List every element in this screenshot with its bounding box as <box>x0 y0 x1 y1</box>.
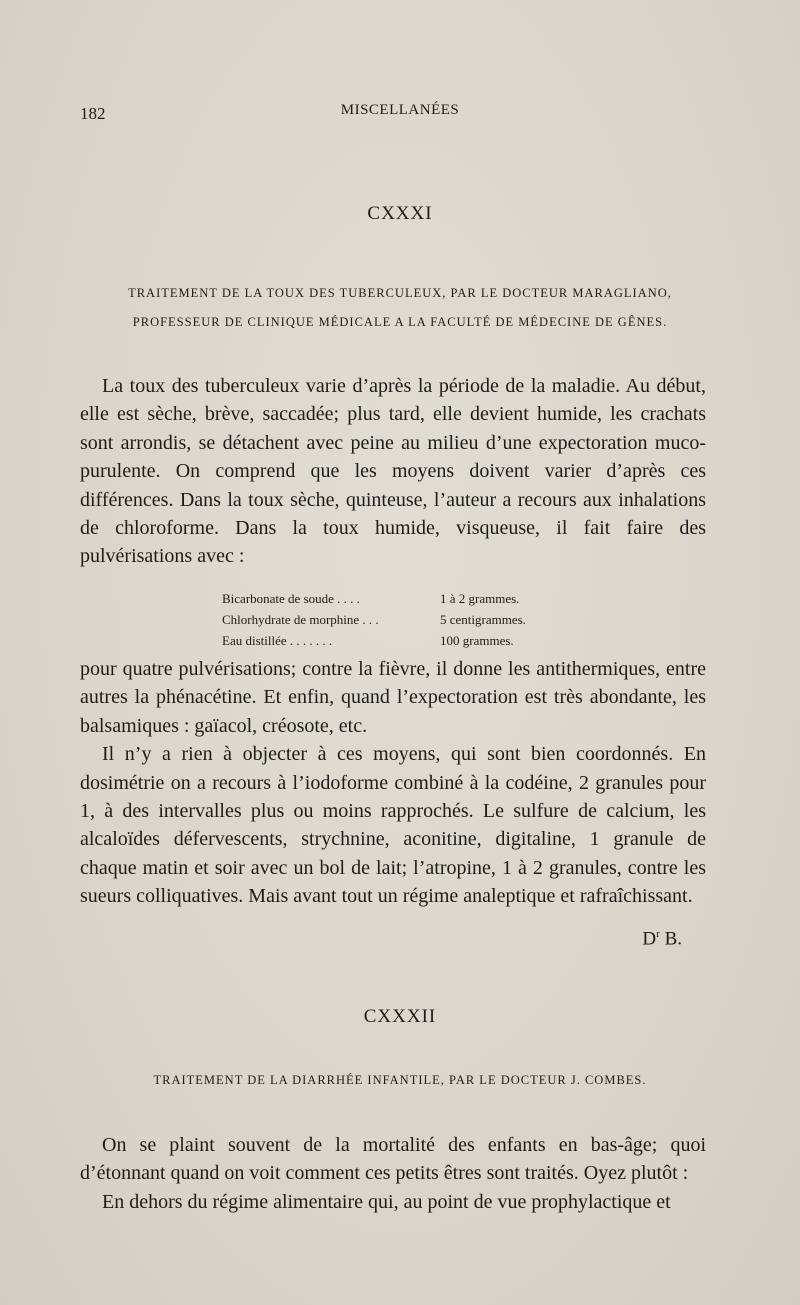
section1-paragraphs-2-3 <box>80 655 706 911</box>
section-title-cxxxi <box>60 279 740 337</box>
paragraph: On se plaint souvent de la mortalité des enfants en bas-âge; quoi d’étonnant quand on voit comment ces petits êtres sont traités. Oyez plutôt : <box>80 1134 706 1185</box>
signature-name: B. <box>659 928 682 950</box>
prescription-formula <box>222 588 582 651</box>
section-title-cxxxii <box>60 1066 740 1095</box>
section1-paragraph-1 <box>80 372 706 571</box>
paragraph: La toux des tuberculeux varie d’après la période de la maladie. Au début, elle est sèche, brève, saccadée; plus tard, elle devient humide, les crachats sont arrondis, se détachent avec peine au milieu d’une expectoration muco-purulente. On comprend que les moyens doivent varier d’après ces différences. Dans la toux sèche, quinteuse, l’auteur a recours aux inhalations de chloroforme. Dans la toux humide, visqueuse, il fait faire des pulvérisations avec : <box>80 375 706 568</box>
formula-row <box>222 609 582 630</box>
formula-row <box>222 630 582 651</box>
author-signature <box>580 928 682 950</box>
section-number-cxxxii: CXXXII <box>363 1006 437 1027</box>
signature-superscript: r <box>656 928 660 940</box>
running-head: MISCELLANÉES <box>340 102 460 118</box>
paragraph: pour quatre pulvérisations; contre la fièvre, il donne les antithermiques, entre autres la phénacétine. Et enfin, quand l’expectoration est très abondante, les balsamiques : gaïacol, créosote, etc. <box>80 658 706 737</box>
formula-row <box>222 588 582 609</box>
section-number-cxxxi: CXXXI <box>367 203 433 224</box>
formula-ingredient: Chlorhydrate de morphine . . . <box>222 612 379 627</box>
signature-initial: D <box>642 928 657 950</box>
formula-ingredient: Bicarbonate de soude . . . . <box>222 591 360 606</box>
formula-quantity: 1 à 2 grammes. <box>440 591 520 606</box>
formula-quantity: 5 centigrammes. <box>440 612 526 627</box>
paragraph: Il n’y a rien à objecter à ces moyens, qui sont bien coordonnés. En dosimétrie on a recours à l’iodoforme combiné à la codéine, 2 granules pour 1, à des intervalles plus ou moins rapprochés. Le sulfure de calcium, les alcaloïdes défervescents, strychnine, aconitine, digitaline, 1 granule de chaque matin et soir avec un bol de lait; l’atropine, 1 à 2 granules, contre les sueurs colliquatives. Mais avant tout un régime analeptique et rafraîchissant. <box>80 743 706 908</box>
section-title-line: TRAITEMENT DE LA DIARRHÉE INFANTILE, PAR LE DOCTEUR J. COMBES. <box>153 1073 647 1087</box>
section-title-line-1: TRAITEMENT DE LA TOUX DES TUBERCULEUX, PAR LE DOCTEUR MARAGLIANO, <box>128 286 672 300</box>
section-title-line-2: PROFESSEUR DE CLINIQUE MÉDICALE A LA FACULTÉ DE MÉDECINE DE GÊNES. <box>132 315 668 329</box>
page-header <box>80 100 720 124</box>
section2-paragraphs <box>80 1131 706 1216</box>
page-number: 182 <box>80 104 106 123</box>
formula-ingredient: Eau distillée . . . . . . . <box>222 633 333 648</box>
formula-quantity: 100 grammes. <box>440 633 514 648</box>
paragraph: En dehors du régime alimentaire qui, au point de vue prophylactique et <box>102 1190 671 1213</box>
